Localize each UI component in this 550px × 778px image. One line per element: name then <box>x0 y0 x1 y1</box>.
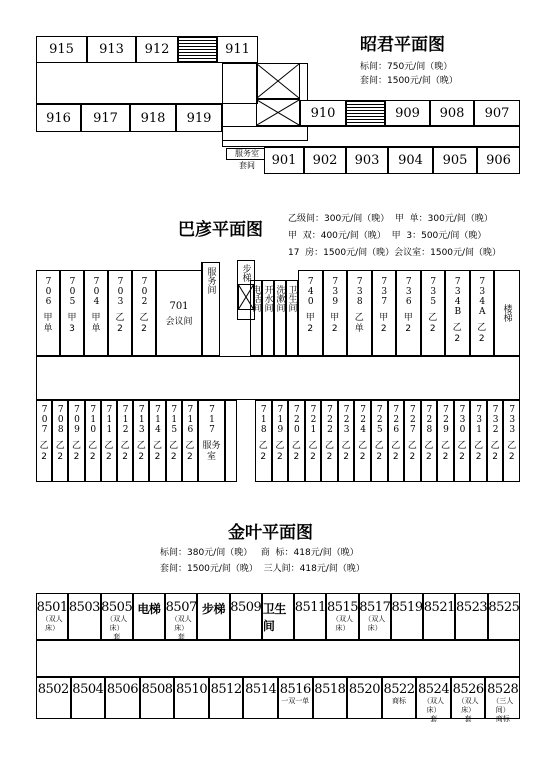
jinye-top-room-2 <box>101 593 133 640</box>
room-type: 乙 2 <box>152 441 162 462</box>
room-707 <box>36 400 52 482</box>
room-number: 电梯 <box>137 602 161 616</box>
room-722 <box>321 400 338 482</box>
room-701-number: 701 <box>169 301 189 312</box>
room-703 <box>108 270 132 356</box>
room-number: 8511 <box>294 600 326 615</box>
jinye-top-room-12 <box>423 593 455 640</box>
bayan-service-label: 服务间 <box>205 267 216 294</box>
room-type: 乙 2 <box>374 441 384 462</box>
bayan-stairs-label: 步梯 <box>240 264 251 282</box>
room-8522 <box>382 677 417 719</box>
room-number: 712 <box>120 405 131 435</box>
room-913: 913 <box>87 36 136 63</box>
room-720 <box>288 400 305 482</box>
room-909: 909 <box>385 100 430 126</box>
room-number: 725 <box>374 405 385 435</box>
room-number: 714 <box>152 405 163 435</box>
room-903: 903 <box>346 147 388 174</box>
bayan-price-2: 甲 双：400元/间（晚） 甲 3：500元/间（晚） <box>288 231 487 241</box>
room-number: 8508 <box>141 682 173 697</box>
room-sub: 商标 <box>391 697 406 705</box>
room-718 <box>255 400 272 482</box>
room-type: 乙 2 <box>452 323 462 344</box>
room-number: 704 <box>91 277 102 307</box>
room-type: 乙 2 <box>275 441 285 462</box>
room-number: 726 <box>391 405 402 435</box>
room-type: 乙 2 <box>291 441 301 462</box>
room-number: 8525 <box>488 600 520 615</box>
room-731 <box>470 400 487 482</box>
jinye-top-room-5 <box>197 593 229 640</box>
room-type: 乙 2 <box>474 441 484 462</box>
room-number: 718 <box>258 405 269 435</box>
room-901: 901 <box>264 147 304 174</box>
room-904: 904 <box>388 147 433 174</box>
room-number: 8507 <box>165 600 197 615</box>
utility-room-0 <box>250 280 262 356</box>
room-sub: （双人床） 套 <box>106 615 128 641</box>
room-919: 919 <box>176 104 222 132</box>
room-number: 738 <box>354 277 365 307</box>
room-711 <box>101 400 117 482</box>
room-number: 8521 <box>423 600 455 615</box>
elevator-cross-icon-2 <box>257 100 299 125</box>
jinye-price-2: 套间：1500元/间（晚） 三人间：418元/间（晚） <box>160 564 365 574</box>
room-712 <box>117 400 133 482</box>
room-number: 8501 <box>36 600 68 615</box>
room-8518 <box>313 677 348 719</box>
room-type: 乙 2 <box>424 441 434 462</box>
room-number: 8520 <box>348 682 380 697</box>
room-sub: 一双一单 <box>281 697 310 705</box>
room-723 <box>338 400 355 482</box>
room-number: 727 <box>407 405 418 435</box>
room-number: 8514 <box>245 682 277 697</box>
room-8524 <box>416 677 451 723</box>
room-type: 甲 2 <box>403 313 413 334</box>
room-905: 905 <box>433 147 477 174</box>
room-714 <box>149 400 165 482</box>
room-sub: （双人床） 套 <box>457 697 479 723</box>
room-number: 730 <box>457 405 468 435</box>
utility-label: 电话间 <box>250 285 261 312</box>
room-908: 908 <box>430 100 474 126</box>
bayan-service-wall <box>196 262 202 356</box>
room-917: 917 <box>81 104 130 132</box>
room-number: 702 <box>139 277 150 307</box>
room-8512 <box>209 677 244 719</box>
room-729 <box>437 400 454 482</box>
room-number: 703 <box>115 277 126 307</box>
bayan-corridor <box>36 356 520 400</box>
room-number: 707 <box>39 405 50 435</box>
bayan-price-3: 17 房：1500元/间（晚）会议室：1500元/间（晚） <box>288 248 502 258</box>
room-sub: （双人床） <box>332 615 354 632</box>
bayan-price-1: 乙级间：300元/间（晚） 甲 单：300元/间（晚） <box>288 214 493 224</box>
room-number: 724 <box>358 405 369 435</box>
utility-label: 开水间 <box>262 285 273 312</box>
room-8514 <box>243 677 278 719</box>
room-715 <box>166 400 182 482</box>
room-number: 720 <box>291 405 302 435</box>
room-8506 <box>105 677 140 719</box>
room-726 <box>388 400 405 482</box>
room-sub: （双人床） <box>364 615 386 632</box>
zhaojun-price-standard: 标间：750元/间（晚） <box>360 62 453 72</box>
room-type: 甲 2 <box>379 313 389 334</box>
room-type: 乙 2 <box>139 313 149 334</box>
room-728 <box>421 400 438 482</box>
room-710 <box>85 400 101 482</box>
room-type: 乙 2 <box>457 441 467 462</box>
room-8504 <box>71 677 106 719</box>
room-number: 8524 <box>418 682 450 697</box>
room-739 <box>323 270 348 356</box>
utility-label: 洗漱间 <box>274 285 285 312</box>
room-number: 卫生间 <box>262 602 286 633</box>
bayan-title: 巴彦平面图 <box>178 220 263 240</box>
room-number: 步梯 <box>201 602 225 616</box>
room-912: 912 <box>136 36 178 63</box>
room-number: 8506 <box>106 682 138 697</box>
room-8502 <box>36 677 71 719</box>
jinye-top-room-11 <box>391 593 423 640</box>
room-sub: （双人床） <box>41 615 63 632</box>
room-724 <box>354 400 371 482</box>
room-type: 乙 2 <box>136 441 146 462</box>
room-type: 甲 3 <box>67 313 77 334</box>
zhaojun-elevator <box>256 63 300 99</box>
room-number: 8517 <box>359 600 391 615</box>
room-719 <box>272 400 289 482</box>
zhaojun-stairs-top <box>178 36 217 63</box>
room-type: 乙 2 <box>258 441 268 462</box>
zhaojun-corridor-lower <box>222 126 520 147</box>
room-717 <box>198 400 225 482</box>
room-915: 915 <box>36 36 87 63</box>
zhaojun-elevator-2 <box>256 99 300 126</box>
room-number: 734A <box>477 277 488 317</box>
room-type: 甲 2 <box>330 313 340 334</box>
room-number: 709 <box>71 405 82 435</box>
room-number: 8518 <box>314 682 346 697</box>
room-736 <box>396 270 421 356</box>
room-number: 715 <box>169 405 180 435</box>
room-number: 8523 <box>456 600 488 615</box>
room-type: 乙 2 <box>88 441 98 462</box>
zhaojun-suite-label: 套间 <box>239 161 255 170</box>
room-8510 <box>174 677 209 719</box>
room-8516 <box>278 677 313 719</box>
room-type: 甲 2 <box>305 313 315 334</box>
room-number: 8519 <box>391 600 423 615</box>
room-number: 706 <box>43 277 54 307</box>
room-number: 733 <box>507 405 518 435</box>
room-8508 <box>140 677 175 719</box>
room-number: 732 <box>490 405 501 435</box>
zhaojun-service-room: 服务室 <box>226 148 268 160</box>
room-number: 705 <box>67 277 78 307</box>
room-type: 乙 2 <box>440 441 450 462</box>
bayan-service-room <box>202 262 220 356</box>
utility-room-2 <box>274 280 286 356</box>
room-8528 <box>485 677 520 723</box>
bayan-stairwell <box>494 270 520 356</box>
room-type: 乙 2 <box>120 441 130 462</box>
room-type: 乙 2 <box>185 441 195 462</box>
jinye-top-room-8 <box>294 593 326 640</box>
room-type: 乙 2 <box>477 323 487 344</box>
room-type: 乙 2 <box>358 441 368 462</box>
room-number: 731 <box>474 405 485 435</box>
room-type: 乙 2 <box>428 313 438 334</box>
room-number: 734B <box>452 277 463 317</box>
room-number: 728 <box>424 405 435 435</box>
room-sub: （双人床） 套 <box>423 697 445 723</box>
room-733 <box>503 400 520 482</box>
room-type: 乙 2 <box>507 441 517 462</box>
room-907: 907 <box>474 100 520 126</box>
room-910: 910 <box>300 100 346 126</box>
zhaojun-stairs-right <box>346 100 385 126</box>
room-706 <box>36 270 60 356</box>
jinye-top-room-9 <box>326 593 358 640</box>
room-number: 721 <box>308 405 319 435</box>
room-type: 乙 2 <box>325 441 335 462</box>
bayan-stairwell-label: 楼梯 <box>501 304 512 322</box>
room-716 <box>182 400 198 482</box>
zhaojun-title: 昭君平面图 <box>360 35 445 55</box>
room-type: 乙 2 <box>391 441 401 462</box>
room-735 <box>421 270 446 356</box>
room-number: 722 <box>325 405 336 435</box>
room-number: 8522 <box>383 682 415 697</box>
room-type: 乙 2 <box>115 313 125 334</box>
room-sub: （三人间） 商标 <box>492 697 514 723</box>
room-725 <box>371 400 388 482</box>
zhaojun-price-suite: 套间：1500元/间（晚） <box>360 76 458 86</box>
room-number: 8505 <box>101 600 133 615</box>
room-number: 711 <box>104 405 115 435</box>
room-type: 服务室 <box>202 441 221 462</box>
room-type: 乙 2 <box>490 441 500 462</box>
room-number: 8502 <box>37 682 69 697</box>
room-number: 8516 <box>279 682 311 697</box>
utility-room-3 <box>286 280 298 356</box>
room-number: 8515 <box>326 600 359 615</box>
room-number: 710 <box>88 405 99 435</box>
room-number: 740 <box>305 277 316 307</box>
room-number: 739 <box>330 277 341 307</box>
room-type: 乙 2 <box>104 441 114 462</box>
room-number: 713 <box>136 405 147 435</box>
jinye-top-room-7 <box>262 593 294 640</box>
room-number: 8509 <box>230 600 262 615</box>
jinye-top-room-3 <box>133 593 165 640</box>
room-713 <box>133 400 149 482</box>
room-type: 乙 2 <box>407 441 417 462</box>
room-708 <box>52 400 68 482</box>
jinye-top-room-4 <box>165 593 197 640</box>
room-number: 8528 <box>487 682 519 697</box>
room-902: 902 <box>304 147 346 174</box>
jinye-top-room-6 <box>230 593 262 640</box>
room-number: 736 <box>403 277 414 307</box>
jinye-corridor <box>36 640 520 677</box>
jinye-top-room-1 <box>68 593 100 640</box>
jinye-top-room-10 <box>359 593 391 640</box>
room-721 <box>305 400 322 482</box>
room-type: 乙 2 <box>71 441 81 462</box>
room-709 <box>68 400 84 482</box>
room-740 <box>298 270 323 356</box>
elevator-cross-icon <box>257 64 299 98</box>
jinye-top-room-0 <box>36 593 68 640</box>
room-type: 乙 2 <box>308 441 318 462</box>
room-type: 乙 单 <box>354 313 364 334</box>
room-737 <box>372 270 397 356</box>
room-type: 乙 2 <box>169 441 179 462</box>
room-701-label: 会议间 <box>165 317 193 327</box>
room-type: 乙 2 <box>39 441 49 462</box>
room-type: 甲 单 <box>91 313 101 334</box>
room-911: 911 <box>217 36 258 63</box>
room-906: 906 <box>477 147 520 174</box>
room-734A <box>470 270 495 356</box>
room-number: 716 <box>185 405 196 435</box>
room-type: 乙 2 <box>341 441 351 462</box>
room-number: 719 <box>275 405 286 435</box>
room-738 <box>347 270 372 356</box>
room-number: 723 <box>341 405 352 435</box>
room-727 <box>404 400 421 482</box>
room-8526 <box>451 677 486 723</box>
room-705 <box>60 270 84 356</box>
room-704 <box>84 270 108 356</box>
room-type: 甲 单 <box>43 313 53 334</box>
room-number: 735 <box>428 277 439 307</box>
room-number: 708 <box>55 405 66 435</box>
room-number: 8503 <box>68 600 100 615</box>
room-number: 717 <box>207 405 217 435</box>
jinye-title: 金叶平面图 <box>228 523 313 543</box>
room-918: 918 <box>130 104 176 132</box>
room-732 <box>487 400 504 482</box>
room-number: 737 <box>379 277 390 307</box>
utility-room-1 <box>262 280 274 356</box>
utility-label: 卫生间 <box>286 285 297 312</box>
jinye-top-room-14 <box>488 593 520 640</box>
room-type: 乙 2 <box>55 441 65 462</box>
room-number: 8512 <box>210 682 242 697</box>
room-702 <box>132 270 156 356</box>
jinye-price-1: 标间：380元/间（晚） 商 标：418元/间（晚） <box>160 548 359 558</box>
room-number: 8510 <box>176 682 208 697</box>
room-number: 8504 <box>72 682 104 697</box>
room-730 <box>454 400 471 482</box>
room-734B <box>445 270 470 356</box>
room-8520 <box>347 677 382 719</box>
room-number: 729 <box>440 405 451 435</box>
room-number: 8526 <box>452 682 484 697</box>
jinye-top-room-13 <box>455 593 487 640</box>
room-916: 916 <box>36 104 81 132</box>
bayan-bottom-gap <box>225 400 237 482</box>
room-sub: （双人床） 套 <box>170 615 192 641</box>
